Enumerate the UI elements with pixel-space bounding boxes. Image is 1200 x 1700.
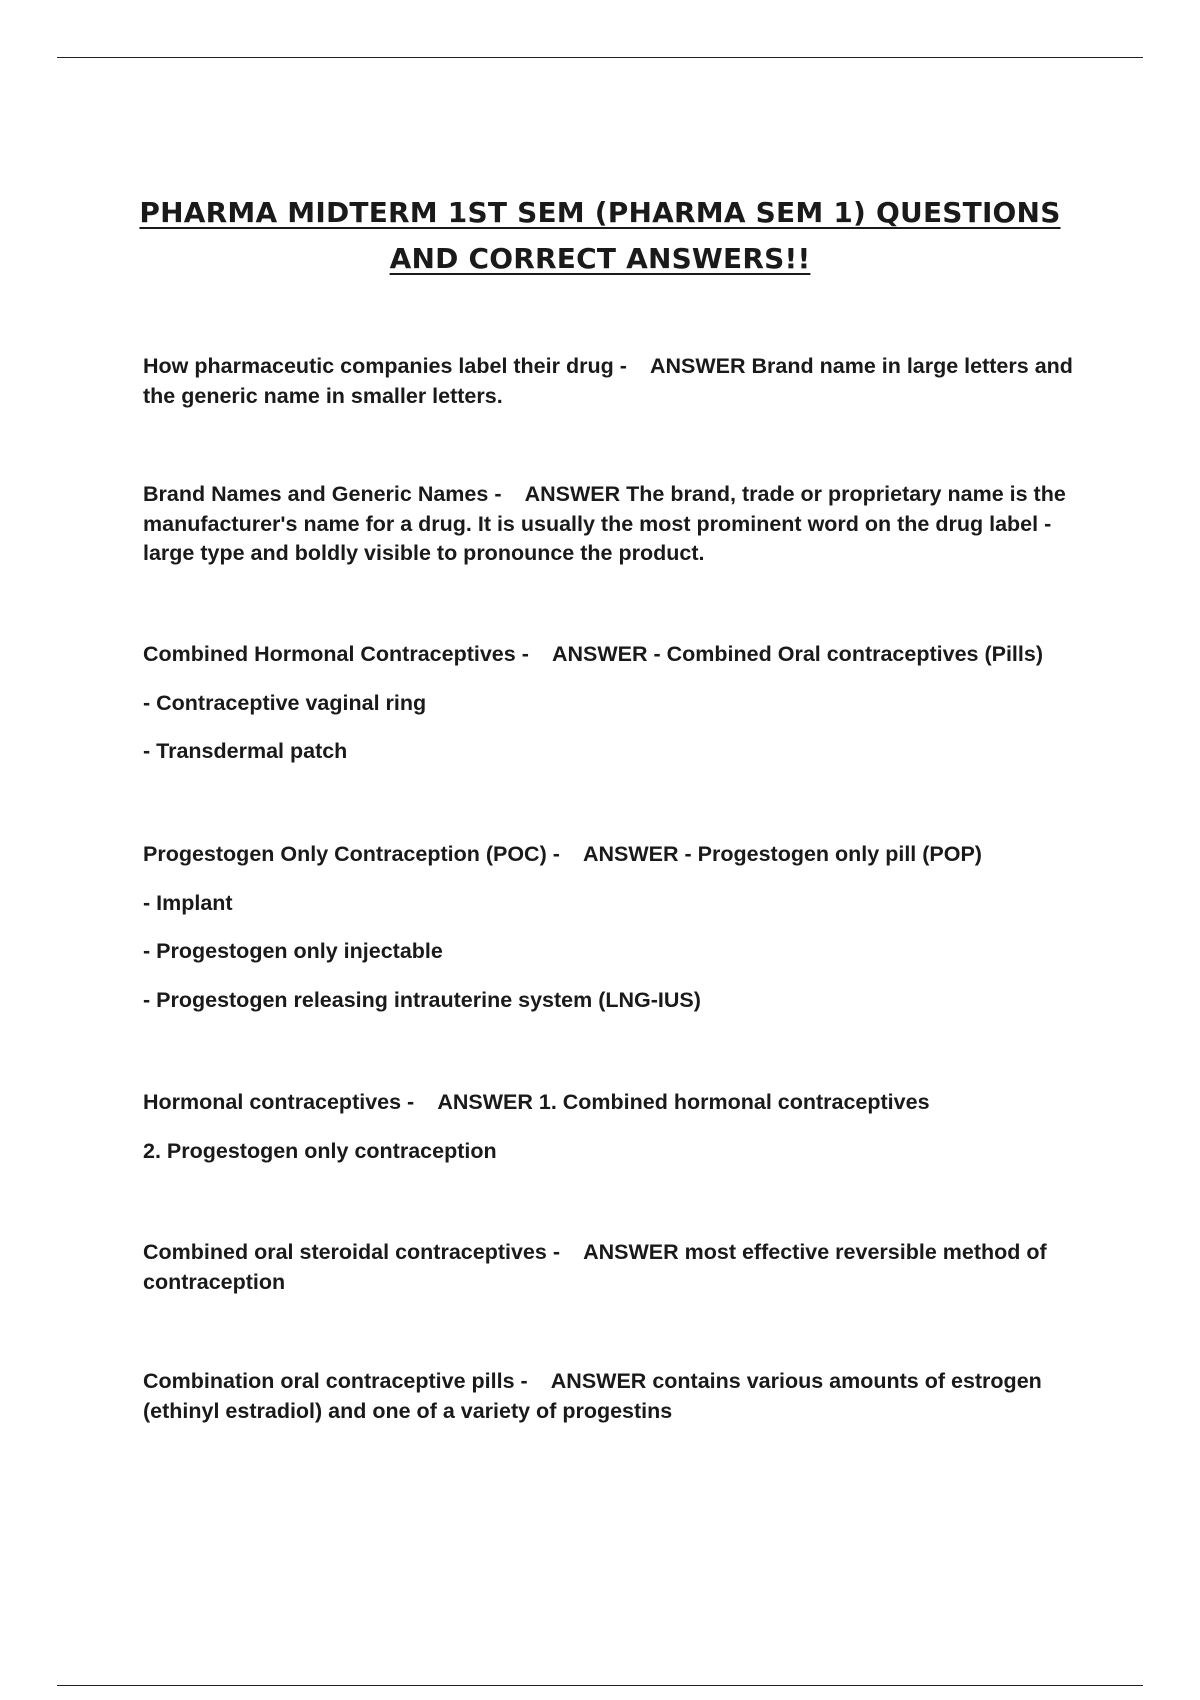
question: Combination oral contraceptive pills [143,1369,515,1393]
qa-text: How pharmaceutic companies label their drug - ANSWER Brand name in large letters and the generic name in smaller letters. [143,354,1073,408]
answer-marker: ANSWER [524,482,621,506]
answer-marker: ANSWER [437,1090,533,1114]
list-item: - Transdermal patch [143,739,348,763]
title-line-1: PHARMA MIDTERM 1ST SEM (PHARMA SEM 1) QUESTIONS [139,196,1061,229]
question: Combined oral steroidal contraceptives [143,1240,547,1264]
answer: - Combined Oral contraceptives (Pills) [653,642,1043,666]
question: How pharmaceutic companies label their drug [143,354,614,378]
list-item: - Progestogen releasing intrauterine system (LNG-IUS) [143,987,701,1012]
list-item: - Contraceptive vaginal ring [143,690,427,715]
qa-entry [143,1088,1103,1166]
qa-text: Combined oral steroidal contraceptives - ANSWER most effective reversible method of contraception [143,1240,1047,1294]
question: Brand Names and Generic Names [143,482,489,506]
question: Combined Hormonal Contraceptives [143,642,516,666]
answer-marker: ANSWER [551,642,648,666]
answer-marker: ANSWER [583,1240,679,1264]
question: Progestogen Only Contraception (POC) [143,842,547,866]
answer: 1. Combined hormonal contraceptives [538,1090,930,1114]
question: Hormonal contraceptives [143,1090,402,1114]
qa-text: Combined Hormonal Contraceptives - ANSWER - Combined Oral contraceptives (Pills) [143,642,1043,666]
qa-entry [143,1367,1103,1426]
qa-text: Brand Names and Generic Names - ANSWER The brand, trade or proprietary name is the manufacturer's name for a drug. It is usually the most prominent word on the drug label - large type and boldly visible to pronounce the product. [143,482,1066,565]
qa-entry [143,352,1103,411]
answer-marker: ANSWER [649,354,746,378]
qa-entry [143,1238,1103,1297]
qa-entry [143,480,1103,569]
page-title [100,190,1100,282]
answer-marker: ANSWER [550,1369,647,1393]
answer-marker: ANSWER [582,842,679,866]
bottom-divider [57,1685,1143,1686]
list-item: - Implant [143,890,233,915]
answer: contains various amounts of estrogen (ethinyl estradiol) and one of a variety of progestins [143,1369,1042,1423]
qa-entry [143,640,1103,767]
qa-text: Progestogen Only Contraception (POC) - ANSWER - Progestogen only pill (POP) [143,842,982,866]
answer: - Progestogen only pill (POP) [684,842,982,866]
title-line-2: AND CORRECT ANSWERS!! [389,242,811,275]
list-item: - Progestogen only injectable [143,939,443,963]
answer: The brand, trade or proprietary name is the manufacturer's name for a drug. It is usually the most prominent word on the drug label - large type and boldly visible to pronounce the product. [143,482,1066,565]
qa-text: Combination oral contraceptive pills - ANSWER contains various amounts of estrogen (ethinyl estradiol) and one of a variety of progestins [143,1369,1042,1423]
top-divider [57,57,1143,58]
answer: most effective reversible method of contraception [143,1240,1047,1294]
qa-entry [143,840,1103,1015]
list-item: 2. Progestogen only contraception [143,1138,497,1163]
answer: Brand name in large letters and the generic name in smaller letters. [143,354,1073,408]
qa-text: Hormonal contraceptives - ANSWER 1. Combined hormonal contraceptives [143,1090,930,1114]
